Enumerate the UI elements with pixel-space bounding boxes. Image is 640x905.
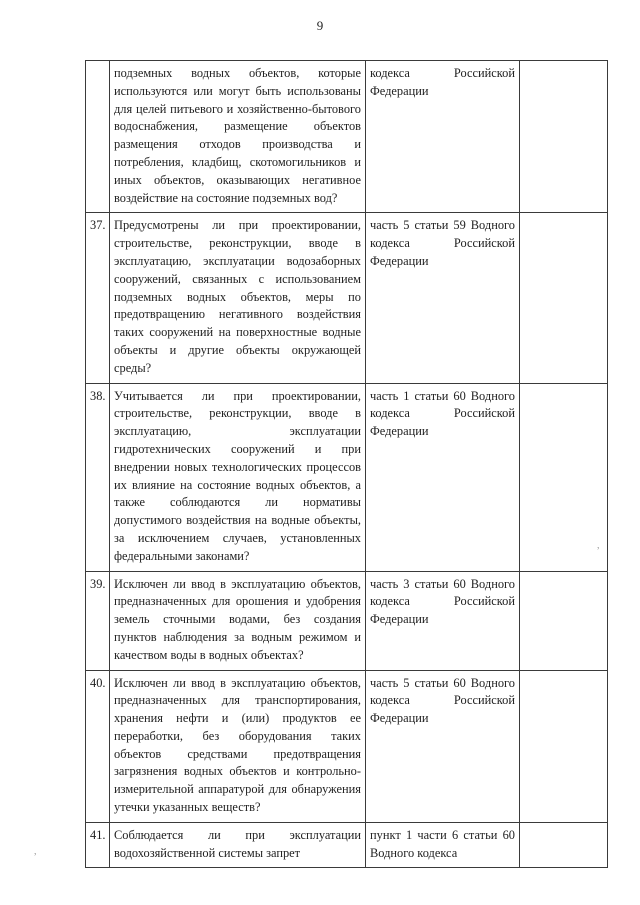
legal-reference-cell: кодекса Российской Федерации	[366, 61, 520, 213]
table-row	[86, 213, 608, 383]
question-cell: Исключен ли ввод в эксплуатацию объектов, предназначенных для транспортирования, хранения нефти и (или) продуктов ее переработки, без оборудования таких объектов средствами предотвращения загрязнения водных объектов и контрольно-измерительной аппаратурой для обнаружения утечки указанных веществ?	[110, 670, 366, 822]
question-cell: Учитывается ли при проектировании, строительстве, реконструкции, вводе в эксплуатацию, эксплуатации гидротехнических сооружений и при внедрении новых технологических процессов их влияние на состояние водных объектов, а также соблюдаются ли нормативы допустимого воздействия на водные объекты, за исключением случаев, установленных федеральными законами?	[110, 383, 366, 571]
legal-reference-cell: часть 5 статьи 60 Водного кодекса Российской Федерации	[366, 670, 520, 822]
empty-cell	[520, 213, 608, 383]
checklist-table	[85, 60, 608, 868]
table-row	[86, 61, 608, 213]
question-cell: Соблюдается ли при эксплуатации водохозяйственной системы запрет	[110, 822, 366, 868]
empty-cell	[520, 571, 608, 670]
empty-cell	[520, 822, 608, 868]
row-number	[86, 61, 110, 213]
row-number: 39.	[86, 571, 110, 670]
question-cell: Исключен ли ввод в эксплуатацию объектов, предназначенных для орошения и удобрения земель сточными водами, без создания пунктов наблюдения за водным режимом и качеством воды в водных объектах?	[110, 571, 366, 670]
row-number: 37.	[86, 213, 110, 383]
scan-speck: ,	[597, 540, 600, 551]
table-row	[86, 670, 608, 822]
row-number: 40.	[86, 670, 110, 822]
legal-reference-cell: пункт 1 части 6 статьи 60 Водного кодекса	[366, 822, 520, 868]
table-row	[86, 571, 608, 670]
empty-cell	[520, 383, 608, 571]
legal-reference-cell: часть 5 статьи 59 Водного кодекса Российской Федерации	[366, 213, 520, 383]
legal-reference-cell: часть 1 статьи 60 Водного кодекса Российской Федерации	[366, 383, 520, 571]
question-cell: подземных водных объектов, которые используются или могут быть использованы для целей питьевого и хозяйственно-бытового водоснабжения, размещение объектов размещения отходов производства и потребления, кладбищ, скотомогильников и иных объектов, оказывающих негативное воздействие на состояние подземных вод?	[110, 61, 366, 213]
legal-reference-cell: часть 3 статьи 60 Водного кодекса Российской Федерации	[366, 571, 520, 670]
table-row	[86, 822, 608, 868]
row-number: 38.	[86, 383, 110, 571]
scan-speck: ,	[34, 846, 37, 857]
row-number: 41.	[86, 822, 110, 868]
question-cell: Предусмотрены ли при проектировании, строительстве, реконструкции, вводе в эксплуатацию, эксплуатации водозаборных сооружений, связанных с использованием подземных водных объектов, меры по предотвращению негативного воздействия таких сооружений на поверхностные водные объекты и другие объекты окружающей среды?	[110, 213, 366, 383]
page-number: 9	[316, 18, 324, 33]
empty-cell	[520, 670, 608, 822]
table-row	[86, 383, 608, 571]
empty-cell	[520, 61, 608, 213]
